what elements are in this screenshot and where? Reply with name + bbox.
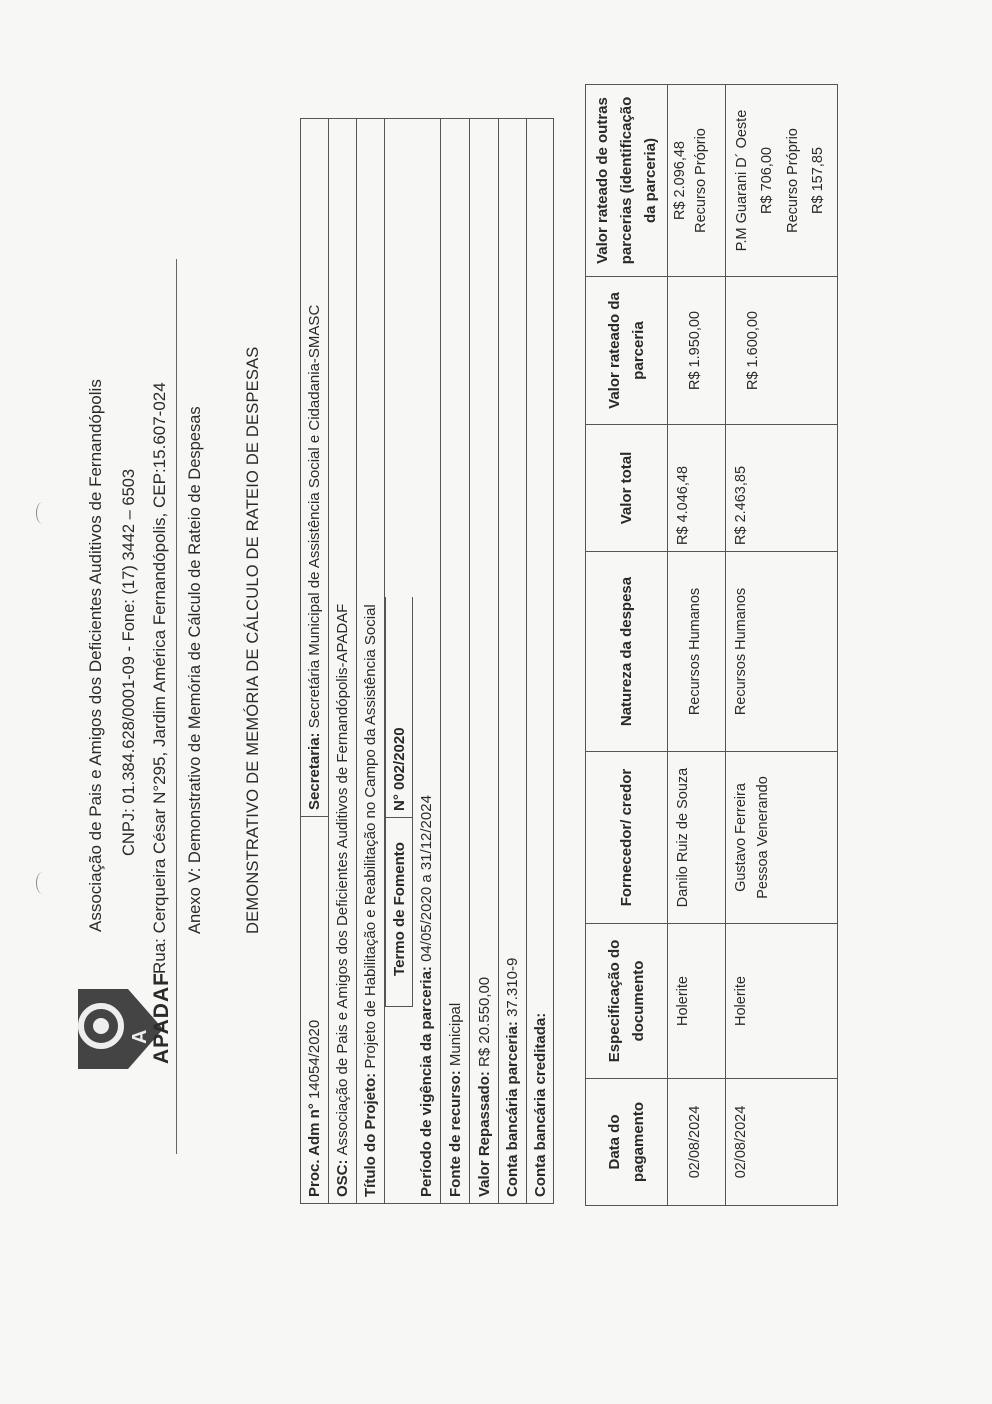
col-header-fornecedor: Fornecedor/ credor xyxy=(586,751,667,923)
logo-wordmark: APADAF xyxy=(150,972,173,1064)
proc-cell xyxy=(301,816,328,1203)
info-row-proc xyxy=(301,119,329,1203)
termo-number-cell xyxy=(385,597,413,817)
titulo-value: Projeto de Habilitação e Reabilitação no Campo da Assistência Social xyxy=(362,604,379,1069)
info-row-termo xyxy=(385,119,413,1203)
col-header-natureza: Natureza da despesa xyxy=(586,551,667,751)
termo-label: Termo de Fomento xyxy=(390,842,408,976)
scan-mark xyxy=(36,872,49,894)
info-row-fonte xyxy=(441,119,470,1203)
cell-especificacao: Holerite xyxy=(668,923,725,1078)
osc-value: Associação de Pais e Amigos dos Deficientes Auditivos de Fernandópolis-APADAF xyxy=(334,603,351,1156)
info-row-titulo xyxy=(357,119,385,1203)
titulo-cell xyxy=(357,604,384,1203)
cell-valor-total: R$ 4.046,48 xyxy=(668,424,725,551)
conta-parceria-cell xyxy=(499,958,526,1203)
outras-line: P.M Guarani D´ Oeste xyxy=(734,109,750,252)
periodo-label: Período de vigência da parceria: xyxy=(418,966,435,1197)
info-row-osc xyxy=(329,119,357,1203)
col-header-data: Data do pagamento xyxy=(586,1078,667,1205)
periodo-cell xyxy=(413,795,440,1203)
proc-label: Proc. Adm n° xyxy=(306,1103,323,1197)
cell-outras-parcerias xyxy=(726,85,837,276)
table-row xyxy=(726,85,837,1205)
cell-natureza: Recursos Humanos xyxy=(668,551,725,751)
cell-natureza: Recursos Humanos xyxy=(726,551,837,751)
fonte-label: Fonte de recurso: xyxy=(446,1070,464,1197)
osc-cell xyxy=(329,604,356,1203)
conta-parceria-value: 37.310-9 xyxy=(504,957,521,1017)
col-header-valor-total: Valor total xyxy=(586,424,667,551)
proc-value: 14054/2020 xyxy=(306,1019,323,1100)
info-row-conta-parceria xyxy=(499,119,527,1203)
fonte-value: Municipal xyxy=(446,1002,464,1067)
conta-creditada-cell xyxy=(527,1013,553,1203)
col-header-especificacao: Especificação do documento xyxy=(586,923,667,1078)
cell-valor-parceria: R$ 1.950,00 xyxy=(668,276,725,424)
secretaria-label: Secretaria: xyxy=(306,732,323,810)
outras-line: Recurso Próprio xyxy=(693,128,710,233)
address-line: Rua: Cerqueira César N°295, Jardim América Fernandópolis, CEP:15.607-024 xyxy=(150,382,169,974)
cell-valor-total: R$ 2.463,85 xyxy=(726,424,837,551)
fonte-cell xyxy=(441,1003,469,1203)
repassado-value: R$ 20.550,00 xyxy=(475,976,493,1067)
expense-table xyxy=(585,84,838,1206)
cell-fornecedor: Danilo Ruiz de Souza xyxy=(668,751,725,923)
col-header-valor-parceria: Valor rateado da parceria xyxy=(586,276,667,424)
col-header-outras-parcerias: Valor rateado de outras parcerias (identificação da parceria) xyxy=(593,96,659,265)
project-info-box xyxy=(300,118,554,1204)
outras-line: Recurso Próprio xyxy=(784,128,801,233)
osc-label: OSC: xyxy=(334,1159,351,1197)
table-header-row xyxy=(586,85,668,1205)
outras-line: R$ 157,85 xyxy=(810,147,827,214)
header-divider xyxy=(176,259,177,1154)
secretaria-cell xyxy=(301,305,328,816)
outras-line: R$ 706,00 xyxy=(759,147,776,214)
conta-parceria-label: Conta bancária parceria: xyxy=(504,1021,521,1197)
scan-mark xyxy=(36,502,49,524)
info-row-conta-creditada xyxy=(527,119,553,1203)
termo-number: N° 002/2020 xyxy=(390,727,408,811)
repassado-cell xyxy=(470,977,498,1203)
repassado-label: Valor Repassado: xyxy=(475,1071,493,1197)
cell-especificacao: Holerite xyxy=(726,923,837,1078)
cell-outras-parcerias xyxy=(668,85,725,276)
cnpj-phone-line: CNPJ: 01.384.628/0001-09 - Fone: (17) 3442 – 6503 xyxy=(120,468,138,856)
conta-creditada-label: Conta bancária creditada: xyxy=(531,1012,549,1197)
periodo-value: 04/05/2020 a 31/12/2024 xyxy=(418,795,435,962)
cell-data: 02/08/2024 xyxy=(668,1078,725,1205)
organization-name: Associação de Pais e Amigos dos Deficientes Auditivos de Fernandópolis xyxy=(86,379,105,932)
table-row xyxy=(668,85,726,1205)
cell-data: 02/08/2024 xyxy=(726,1078,837,1205)
termo-label-cell xyxy=(385,817,413,1007)
cell-valor-parceria: R$ 1.600,00 xyxy=(726,276,837,424)
svg-text:A: A xyxy=(129,1029,151,1044)
outras-line: R$ 2.096,48 xyxy=(672,141,688,221)
info-row-repassado xyxy=(470,119,499,1203)
document-title: DEMONSTRATIVO DE MEMÓRIA DE CÁLCULO DE RATEIO DE DESPESAS xyxy=(244,346,262,934)
secretaria-value: Secretária Municipal de Assistência Social e Cidadania-SMASC xyxy=(306,304,323,729)
cell-fornecedor: Gustavo Ferreira Pessoa Venerando xyxy=(726,751,837,923)
info-row-periodo xyxy=(413,119,441,1203)
titulo-label: Título do Projeto: xyxy=(362,1072,379,1197)
termo-spacer xyxy=(385,1007,413,1203)
annex-title: Anexo V: Demonstrativo de Memória de Cálculo de Rateio de Despesas xyxy=(186,406,204,934)
